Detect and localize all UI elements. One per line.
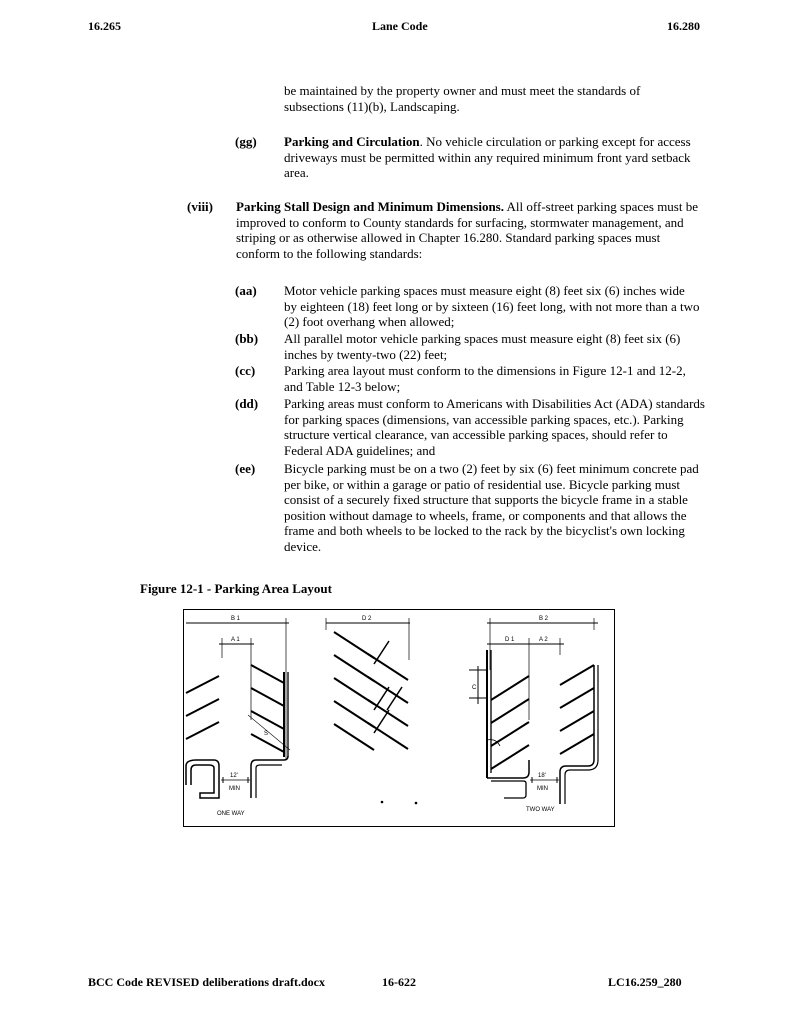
parking-layout-diagram xyxy=(184,610,616,828)
label-min-left: MIN xyxy=(229,786,240,792)
header-title: Lane Code xyxy=(372,19,428,33)
item-dd-text: Parking areas must conform to Americans with Disabilities Act (ADA) standards for parking spaces (dimensions, van accessible parking spaces, etc.). Parking structure vertical clearance, van accessible parking spaces, should refer to Federal ADA guidelines; and xyxy=(284,396,705,458)
label-c: C xyxy=(472,685,477,691)
label-one-way: ONE WAY xyxy=(217,811,245,817)
intro-paragraph: be maintained by the property owner and must meet the standards of subsections (11)(b), Landscaping. xyxy=(284,83,641,114)
footer-filename: BCC Code REVISED deliberations draft.docx xyxy=(88,975,326,989)
label-a2: A 2 xyxy=(539,637,548,643)
item-ee-label: (ee) xyxy=(235,461,256,476)
item-cc-text: Parking area layout must conform to the dimensions in Figure 12-1 and 12-2, and Table 12-3 below; xyxy=(284,363,686,394)
label-s: S xyxy=(264,731,269,737)
gg-label: (gg) xyxy=(235,134,257,149)
gg-title: Parking and Circulation xyxy=(284,134,420,149)
label-d1: D 1 xyxy=(505,637,515,643)
gg-text: . No vehicle circulation or parking except for access driveways must be permitted within any required minimum front yard setback area. xyxy=(284,134,691,180)
label-18ft: 18' xyxy=(538,773,546,779)
parking-layout-figure xyxy=(183,609,615,827)
item-bb-label: (bb) xyxy=(235,331,259,346)
footer-page-number: 16-622 xyxy=(382,975,416,989)
item-ee-text: Bicycle parking must be on a two (2) feet by six (6) feet minimum concrete pad per bike, or within a garage or patio of residential use. Bicycle parking must consist of a securely fixed structure that supports the bicycle frame in a stable position without damage to wheels, frame, or components and that allows the frame and both wheels to be locked to the rack by the bicyclist's own locking device. xyxy=(284,461,699,554)
label-d2: D 2 xyxy=(362,616,372,622)
figure-caption: Figure 12-1 - Parking Area Layout xyxy=(140,581,332,596)
label-a1: A 1 xyxy=(231,637,240,643)
header-section-end: 16.280 xyxy=(667,19,700,33)
viii-title: Parking Stall Design and Minimum Dimensions. xyxy=(236,199,504,214)
header-section-start: 16.265 xyxy=(88,19,121,33)
viii-paragraph xyxy=(236,199,706,261)
one-way-layout xyxy=(186,618,290,798)
viii-text: All off-street parking spaces must be improved to conform to County standards for surfacing, stormwater management, and striping or as otherwise allowed in Chapter 16.280. Standard parking spaces must conform to the following standards: xyxy=(236,199,698,261)
gg-paragraph xyxy=(284,134,700,181)
label-12ft: 12' xyxy=(230,773,238,779)
double-stall-layout xyxy=(326,618,410,750)
two-way-layout xyxy=(469,618,598,804)
item-bb-text: All parallel motor vehicle parking spaces must measure eight (8) feet six (6) inches by twenty-two (22) feet; xyxy=(284,331,681,362)
viii-label: (viii) xyxy=(187,199,213,214)
item-aa-label: (aa) xyxy=(235,283,257,298)
label-b1: B 1 xyxy=(231,616,241,622)
item-aa-text: Motor vehicle parking spaces must measure eight (8) feet six (6) inches wide by eighteen (18) feet long or by sixteen (16) feet long, with not more than a two (2) foot overhang when allowed; xyxy=(284,283,700,329)
footer-reference: LC16.259_280 xyxy=(608,975,682,989)
item-cc-label: (cc) xyxy=(235,363,256,378)
label-b2: B 2 xyxy=(539,616,549,622)
label-two-way: TWO WAY xyxy=(526,807,555,813)
item-dd-label: (dd) xyxy=(235,396,259,411)
label-min-right: MIN xyxy=(537,786,548,792)
